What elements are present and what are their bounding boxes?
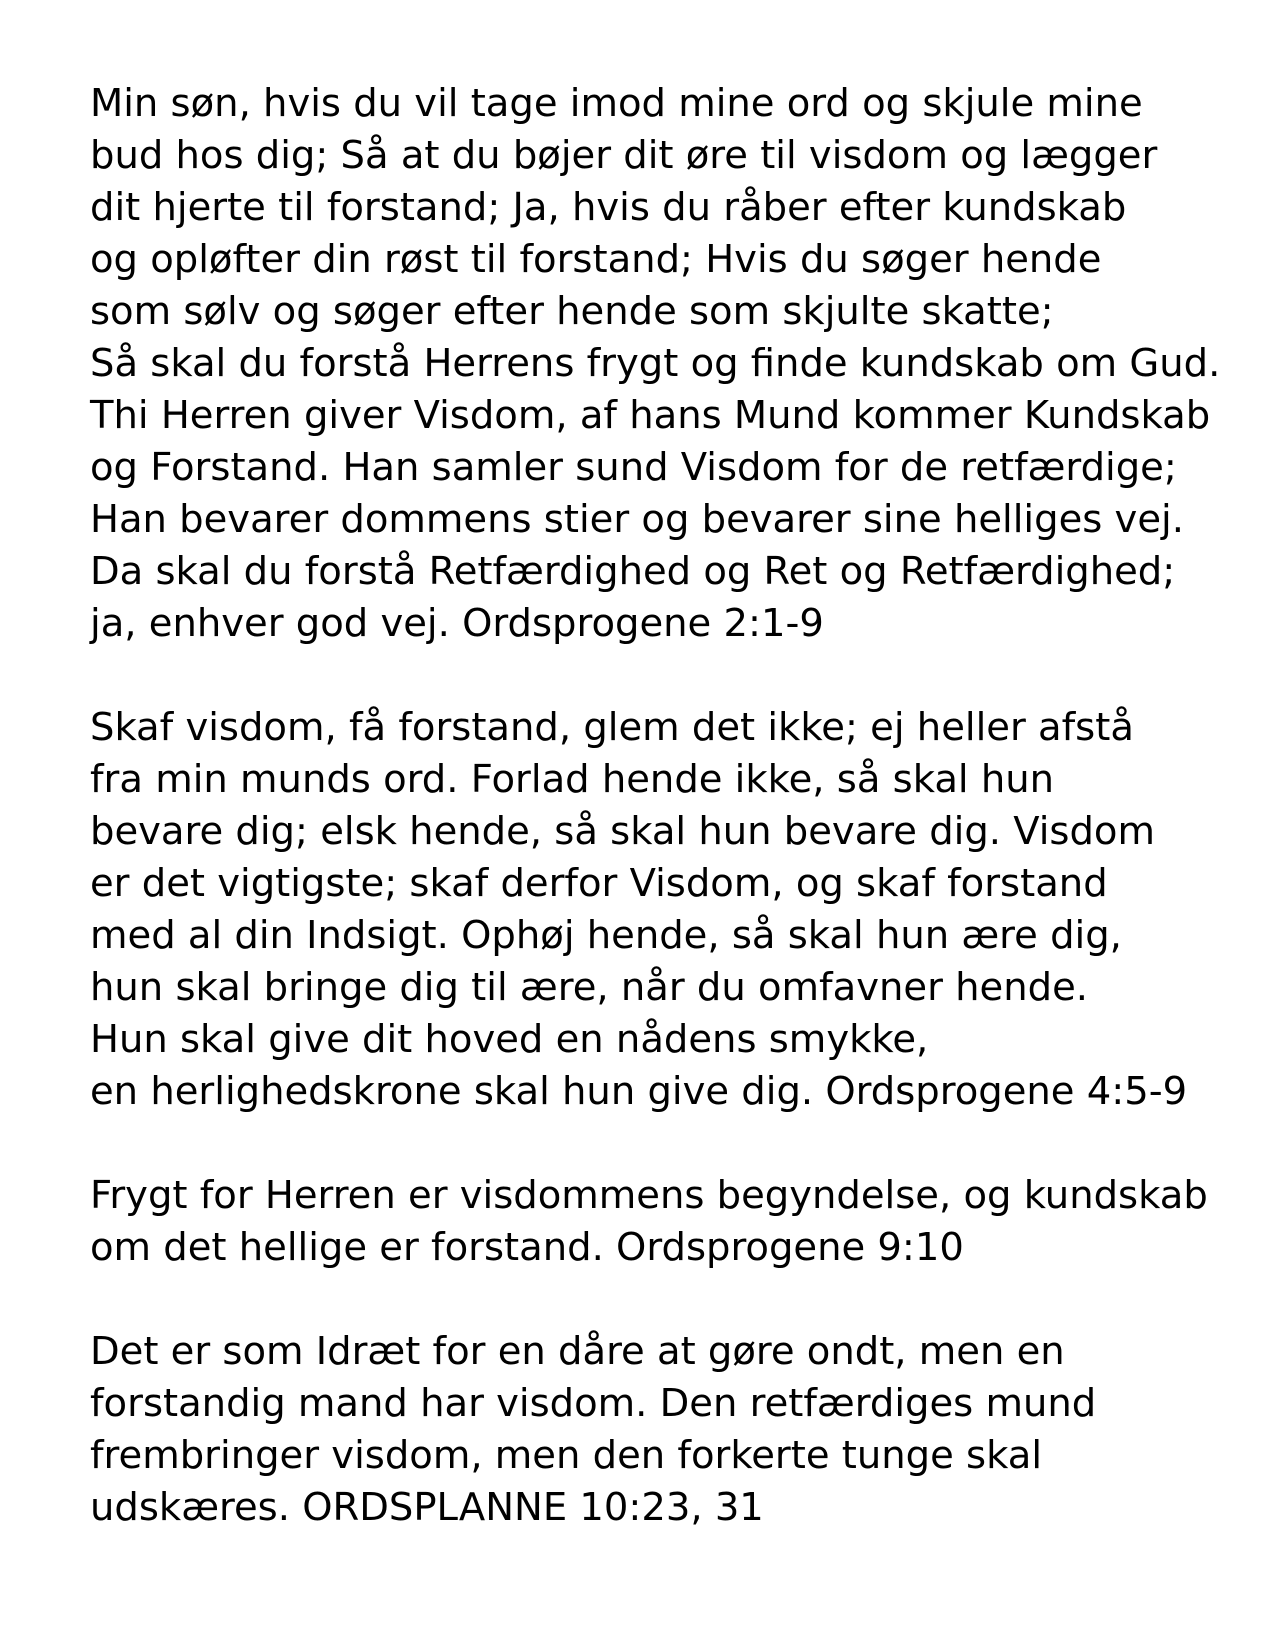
text-line: Han bevarer dommens stier og bevarer sine helliges vej. xyxy=(90,497,1184,542)
text-line: Så skal du forstå Herrens frygt og finde kundskab om Gud. xyxy=(90,341,1221,386)
text-line: hun skal bringe dig til ære, når du omfavner hende. xyxy=(90,965,1088,1010)
text-line: og Forstand. Han samler sund Visdom for de retfærdige; xyxy=(90,445,1177,490)
text-line: om det hellige er forstand. Ordsprogene 9:10 xyxy=(90,1225,964,1270)
text-line: fra min munds ord. Forlad hende ikke, så skal hun xyxy=(90,757,1055,802)
text-line: Min søn, hvis du vil tage imod mine ord og skjule mine xyxy=(90,81,1143,126)
paragraph-proverbs-4 xyxy=(90,702,1250,1118)
text-line: og opløfter din røst til forstand; Hvis du søger hende xyxy=(90,237,1102,282)
text-line: Da skal du forstå Retfærdighed og Ret og Retfærdighed; xyxy=(90,549,1176,594)
paragraph-proverbs-2 xyxy=(90,78,1250,650)
text-line: som sølv og søger efter hende som skjulte skatte; xyxy=(90,289,1054,334)
text-line: Det er som Idræt for en dåre at gøre ondt, men en xyxy=(90,1329,1065,1374)
text-line: dit hjerte til forstand; Ja, hvis du råber efter kundskab xyxy=(90,185,1127,230)
text-line: bevare dig; elsk hende, så skal hun bevare dig. Visdom xyxy=(90,809,1155,854)
text-line: udskæres. ORDSPLANNE 10:23, 31 xyxy=(90,1485,764,1530)
document-page xyxy=(90,78,1250,1586)
text-line: Thi Herren giver Visdom, af hans Mund kommer Kundskab xyxy=(90,393,1211,438)
text-line: frembringer visdom, men den forkerte tunge skal xyxy=(90,1433,1043,1478)
text-line: forstandig mand har visdom. Den retfærdiges mund xyxy=(90,1381,1097,1426)
text-line: med al din Indsigt. Ophøj hende, så skal hun ære dig, xyxy=(90,913,1122,958)
text-line: er det vigtigste; skaf derfor Visdom, og skaf forstand xyxy=(90,861,1108,906)
text-line: Hun skal give dit hoved en nådens smykke, xyxy=(90,1017,929,1062)
text-line: ja, enhver god vej. Ordsprogene 2:1-9 xyxy=(90,601,824,646)
text-line: Skaf visdom, få forstand, glem det ikke; ej heller afstå xyxy=(90,705,1134,750)
paragraph-proverbs-9 xyxy=(90,1170,1250,1274)
text-line: en herlighedskrone skal hun give dig. Ordsprogene 4:5-9 xyxy=(90,1069,1188,1114)
text-line: Frygt for Herren er visdommens begyndelse, og kundskab xyxy=(90,1173,1208,1218)
text-line: bud hos dig; Så at du bøjer dit øre til visdom og lægger xyxy=(90,133,1158,178)
paragraph-proverbs-10 xyxy=(90,1326,1250,1534)
